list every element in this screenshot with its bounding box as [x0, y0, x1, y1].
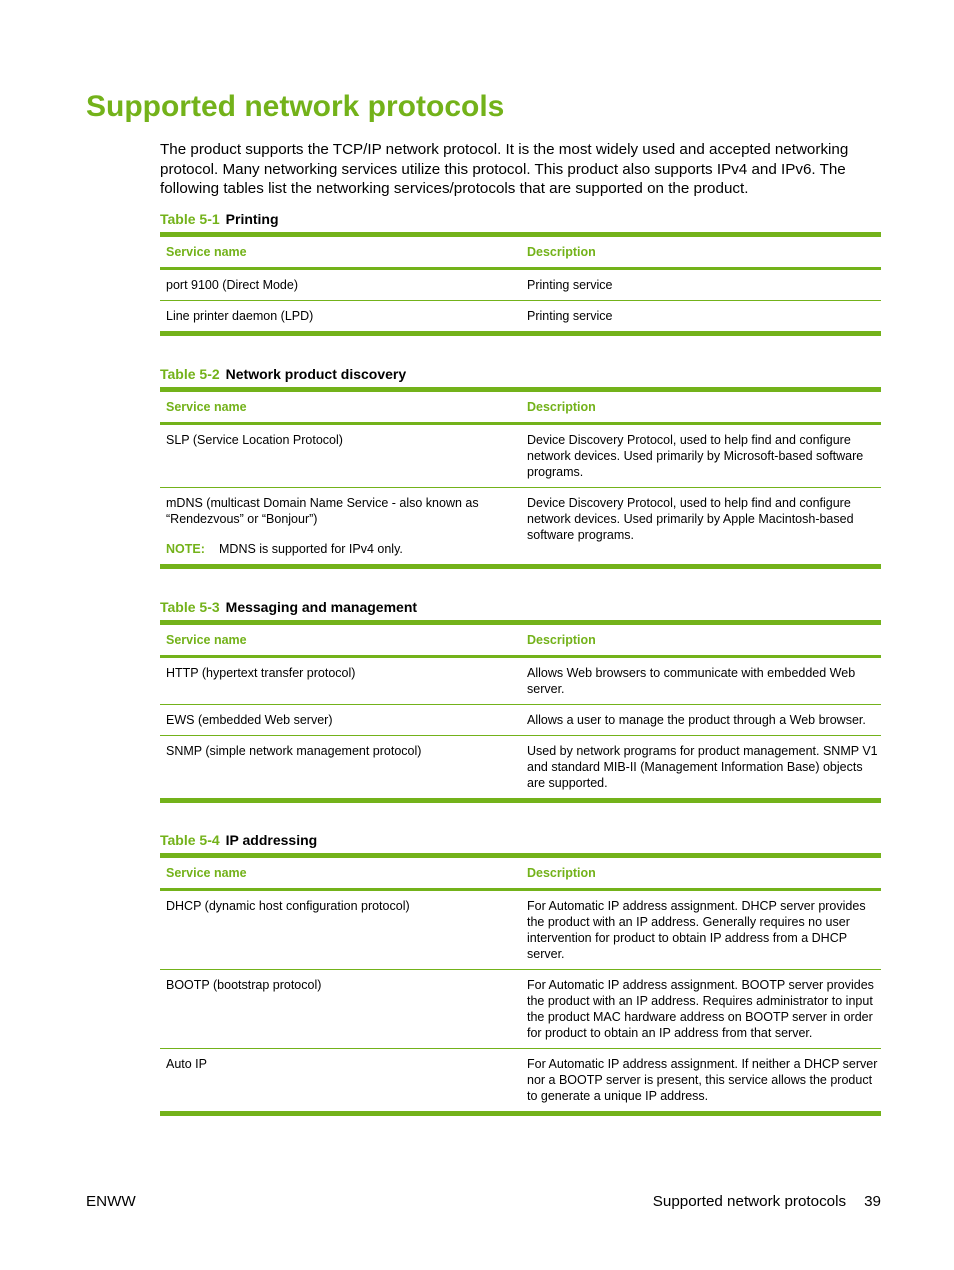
page-number: 39	[864, 1193, 881, 1210]
table-row	[160, 658, 881, 704]
table-row	[160, 969, 881, 1048]
cell-service: SNMP (simple network management protocol)	[166, 744, 422, 758]
table-header-row	[160, 237, 881, 270]
table-caption	[160, 598, 881, 616]
cell-description: Allows Web browsers to communicate with embedded Web server.	[527, 666, 856, 696]
cell-description: Printing service	[527, 278, 613, 292]
cell-service: DHCP (dynamic host configuration protocol)	[166, 899, 410, 913]
note-text: MDNS is supported for IPv4 only.	[219, 542, 403, 556]
table-printing	[160, 210, 881, 336]
table-number: Table 5-1	[160, 211, 220, 227]
table-ip-addressing	[160, 831, 881, 1116]
intro-paragraph: The product supports the TCP/IP network protocol. It is the most widely used and accepted networking protocol. Many networking services utilize this protocol. This product also supports IPv4 and IPv6. The following tables list the networking services/protocols that are supported on the product.	[160, 141, 849, 197]
header-description: Description	[527, 633, 596, 647]
table-body	[160, 853, 881, 1116]
footer-section-title: Supported network protocols	[652, 1193, 847, 1210]
footer-section	[653, 1193, 881, 1210]
cell-service: Line printer daemon (LPD)	[166, 309, 314, 323]
cell-description: For Automatic IP address assignment. DHCP server provides the product with an IP address. Generally requires no user intervention for product to obtain IP address from a DHCP server.	[527, 899, 866, 961]
header-description: Description	[527, 866, 596, 880]
note-label: NOTE:	[166, 542, 205, 556]
table-body	[160, 232, 881, 336]
cell-service: HTTP (hypertext transfer protocol)	[166, 666, 356, 680]
cell-description: For Automatic IP address assignment. If neither a DHCP server nor a BOOTP server is present, this service allows the product to generate a unique IP address.	[527, 1057, 878, 1103]
cell-service: EWS (embedded Web server)	[166, 713, 333, 727]
cell-service: mDNS (multicast Domain Name Service - also known as “Rendezvous” or “Bonjour”)	[166, 496, 479, 526]
table-title: Printing	[225, 211, 279, 227]
table-row	[160, 735, 881, 798]
table-caption	[160, 210, 881, 228]
cell-service: port 9100 (Direct Mode)	[166, 278, 299, 292]
cell-description: For Automatic IP address assignment. BOOTP server provides the product with an IP address. Requires administrator to input the product MAC hardware address on BOOTP server in order for product to obtain an IP address from that server.	[527, 978, 874, 1040]
header-service-name: Service name	[166, 400, 247, 414]
page-title: Supported network protocols	[86, 90, 505, 123]
table-caption	[160, 831, 881, 849]
table-caption	[160, 365, 881, 383]
table-messaging-and-management	[160, 598, 881, 803]
header-service-name: Service name	[166, 866, 247, 880]
table-row	[160, 487, 881, 564]
table-number: Table 5-4	[160, 832, 220, 848]
header-service-name: Service name	[166, 633, 247, 647]
table-header-row	[160, 392, 881, 425]
cell-service: BOOTP (bootstrap protocol)	[166, 978, 322, 992]
table-network-product-discovery	[160, 365, 881, 569]
cell-description: Printing service	[527, 309, 613, 323]
table-header-row	[160, 858, 881, 891]
table-row	[160, 270, 881, 300]
header-description: Description	[527, 400, 596, 414]
table-row	[160, 891, 881, 969]
table-row	[160, 425, 881, 487]
header-service-name: Service name	[166, 245, 247, 259]
cell-service: Auto IP	[166, 1057, 207, 1071]
note	[166, 541, 521, 557]
cell-description: Used by network programs for product management. SNMP V1 and standard MIB-II (Management Information Base) objects are supported.	[527, 744, 878, 790]
table-title: IP addressing	[225, 832, 318, 848]
cell-service: SLP (Service Location Protocol)	[166, 433, 343, 447]
cell-description: Allows a user to manage the product through a Web browser.	[527, 713, 866, 727]
table-header-row	[160, 625, 881, 658]
table-body	[160, 387, 881, 569]
header-description: Description	[527, 245, 596, 259]
table-number: Table 5-3	[160, 599, 220, 615]
cell-service-with-note	[160, 495, 521, 557]
footer-enww: ENWW	[86, 1193, 136, 1210]
cell-description: Device Discovery Protocol, used to help find and configure network devices. Used primarily by Microsoft-based software programs.	[527, 433, 864, 479]
table-row	[160, 1048, 881, 1111]
cell-description: Device Discovery Protocol, used to help find and configure network devices. Used primarily by Apple Macintosh-based software programs.	[527, 496, 854, 542]
table-title: Messaging and management	[225, 599, 418, 615]
table-title: Network product discovery	[225, 366, 407, 382]
table-row	[160, 704, 881, 735]
table-body	[160, 620, 881, 803]
table-row	[160, 300, 881, 331]
table-number: Table 5-2	[160, 366, 220, 382]
